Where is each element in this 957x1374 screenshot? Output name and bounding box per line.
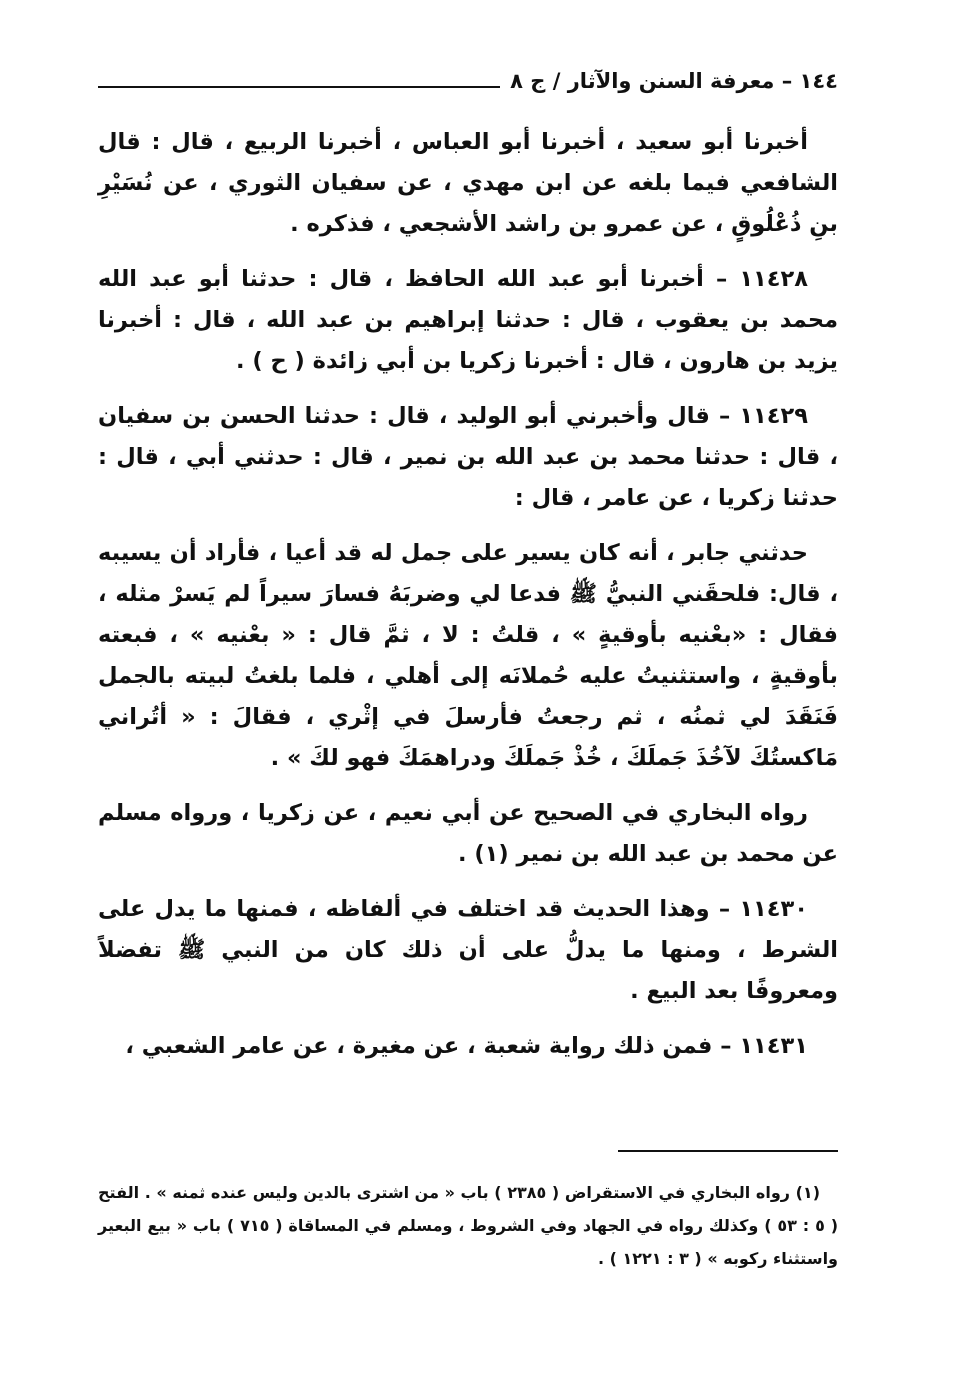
main-text [98,122,838,1081]
page-header [98,64,838,98]
footnote-separator [618,1150,838,1152]
paragraph-11428: ١١٤٢٨ – أخبرنا أبو عبد الله الحافظ ، قال : حدثنا أبو عبد الله محمد بن يعقوب ، قال : حدثنا إبراهيم بن عبد الله ، قال : أخبرنا يزيد بن هارون ، قال : أخبرنا زكريا بن أبي زائدة ( ح ) . [98,266,838,374]
footnote-1: (١) رواه البخاري في الاستقراض ( ٢٣٨٥ ) باب « من اشترى بالدين وليس عنده ثمنه » . الفتح ( ٥ : ٥٣ ) وكذلك رواه في الجهاد وفي الشروط ، ومسلم في المساقاة ( ٧١٥ ) باب « بيع البعير واستثناء ركوبه » ( ٣ : ١٢٢١ ) . [98,1183,839,1268]
paragraph-11430: ١١٤٣٠ – وهذا الحديث قد اختلف في ألفاظه ، فمنها ما يدل على الشرط ، ومنها ما يدلُّ على أن ذلك كان من النبي ﷺ تفضلاً ومعروفًا بعد البيع . [98,896,838,1004]
paragraph-isnad-intro: أخبرنا أبو سعيد ، أخبرنا أبو العباس ، أخبرنا الربيع ، قال : قال الشافعي فيما بلغه عن ابن مهدي ، عن سفيان الثوري ، عن نُسَيْرِ بنِ ذُعْلُوقٍ ، عن عمرو بن راشد الأشجعي ، فذكره . [98,129,838,237]
paragraph-11431: ١١٤٣١ – فمن ذلك رواية شعبة ، عن مغيرة ، عن عامر الشعبي ، [125,1033,808,1059]
paragraph-11429: ١١٤٢٩ – قال وأخبرني أبو الوليد ، قال : حدثنا الحسن بن سفيان ، قال : حدثنا محمد بن عبد الله بن نمير ، قال : حدثني أبي ، قال : حدثنا زكريا ، عن عامر ، قال : [98,403,838,511]
paragraph-hadith-jabir: حدثني جابر ، أنه كان يسير على جمل له قد أعيا ، فأراد أن يسيبه ، قال: فلحقَني النبيُّ ﷺ فدعا لي وضربَهُ فسارَ سيراً لم يَسرْ مثله ، فقال : «بعْنيه بأوقيةٍ » ، قلتُ : لا ، ثمَّ قال : « بعْنيه » ، فبعته بأوقيةٍ ، واستثنيتُ عليه حُملانَه إلى أهلي ، فلما بلغتُ لبيته بالجمل فَنَقَدَ لي ثمنُه ، ثم رجعتُ فأرسلَ في إثْري ، فقالَ : « أتُراني مَاكستُكَ لآخُذَ جَملَكَ ، خُذْ جَملَكَ ودراهمَكَ فهو لكَ » . [98,540,838,771]
paragraph-takhrij: رواه البخاري في الصحيح عن أبي نعيم ، عن زكريا ، ورواه مسلم عن محمد بن عبد الله بن نمير (١) . [98,800,838,867]
header-rule [98,86,500,88]
running-title: ١٤٤ – معرفة السنن والآثار / ج ٨ [510,69,838,93]
